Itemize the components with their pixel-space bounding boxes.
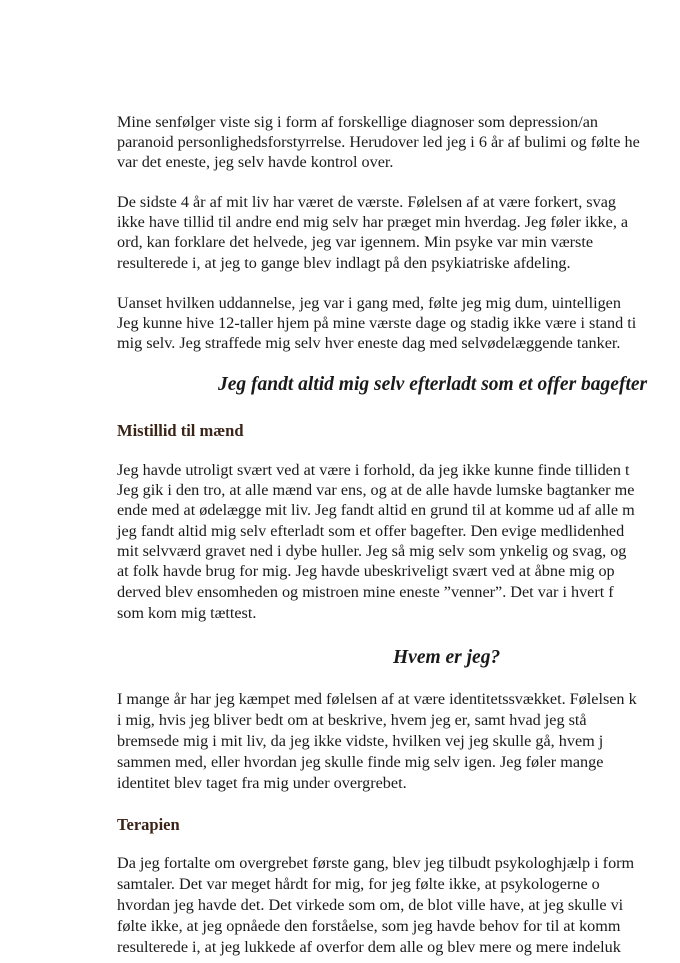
- pull-quote: Hvem er jeg?: [393, 647, 501, 668]
- text-line: Da jeg fortalte om overgrebet første gang, blev jeg tilbudt psykologhjælp i form: [117, 854, 635, 872]
- text-line: Jeg havde utroligt svært ved at være i forhold, da jeg ikke kunne finde tilliden t: [117, 461, 630, 479]
- text-line: paranoid personlighedsforstyrrelse. Herudover led jeg i 6 år af bulimi og følte he: [117, 133, 640, 151]
- text-line: De sidste 4 år af mit liv har været de værste. Følelsen af at være forkert, svag: [117, 193, 616, 211]
- text-line: I mange år har jeg kæmpet med følelsen af at være identitetssvækket. Følelsen k: [117, 690, 637, 708]
- section-heading: Terapien: [117, 815, 180, 834]
- text-line: ord, kan forklare det helvede, jeg var igennem. Min psyke var min værste: [117, 233, 594, 251]
- text-line: derved blev ensomheden og mistroen mine eneste ”venner”. Det var i hvert f: [117, 583, 614, 601]
- text-line: bremsede mig i mit liv, da jeg ikke vidste, hvilken vej jeg skulle gå, hvem j: [117, 732, 604, 750]
- text-line: resulterede i, at jeg to gange blev indlagt på den psykiatriske afdeling.: [117, 254, 571, 272]
- text-line: følte ikke, at jeg opnåede den forståelse, som jeg havde behov for til at komm: [117, 917, 621, 935]
- text-line: hvordan jeg havde det. Det virkede som om, de blot ville have, at jeg skulle vi: [117, 896, 624, 914]
- text-line: Jeg kunne hive 12-taller hjem på mine værste dage og stadig ikke være i stand ti: [117, 314, 637, 332]
- text-line: i mig, hvis jeg bliver bedt om at beskrive, hvem jeg er, samt hvad jeg stå: [117, 711, 587, 729]
- text-line: Uanset hvilken uddannelse, jeg var i gang med, følte jeg mig dum, uintelligen: [117, 294, 621, 312]
- text-line: sammen med, eller hvordan jeg skulle finde mig selv igen. Jeg føler mange: [117, 753, 604, 771]
- section-heading: Mistillid til mænd: [117, 421, 244, 440]
- text-line: Mine senfølger viste sig i form af forskellige diagnoser som depression/an: [117, 113, 599, 131]
- text-line: mit selvværd gravet ned i dybe huller. Jeg så mig selv som ynkelig og svag, og: [117, 542, 627, 560]
- text-line: Jeg gik i den tro, at alle mænd var ens, og at de alle havde lumske bagtanker me: [117, 481, 635, 499]
- text-line: ende med at ødelægge mit liv. Jeg fandt altid en grund til at komme ud af alle m: [117, 501, 635, 519]
- text-line: som kom mig tættest.: [117, 604, 257, 622]
- text-line: ikke have tillid til andre end mig selv har præget min hverdag. Jeg føler ikke, a: [117, 213, 629, 231]
- text-line: jeg fandt altid mig selv efterladt som et offer bagefter. Den evige medlidenhed: [117, 522, 625, 540]
- text-line: resulterede i, at jeg lukkede af overfor dem alle og blev mere og mere indeluk: [117, 938, 621, 956]
- text-line: var det eneste, jeg selv havde kontrol over.: [117, 153, 394, 171]
- text-line: samtaler. Det var meget hårdt for mig, for jeg følte ikke, at psykologerne o: [117, 875, 600, 893]
- text-line: mig selv. Jeg straffede mig selv hver eneste dag med selvødelæggende tanker.: [117, 334, 621, 352]
- text-line: at folk havde brug for mig. Jeg havde ubeskriveligt svært ved at åbne mig op: [117, 562, 615, 580]
- text-line: identitet blev taget fra mig under overgrebet.: [117, 774, 407, 792]
- pull-quote: Jeg fandt altid mig selv efterladt som et offer bagefter: [218, 374, 648, 395]
